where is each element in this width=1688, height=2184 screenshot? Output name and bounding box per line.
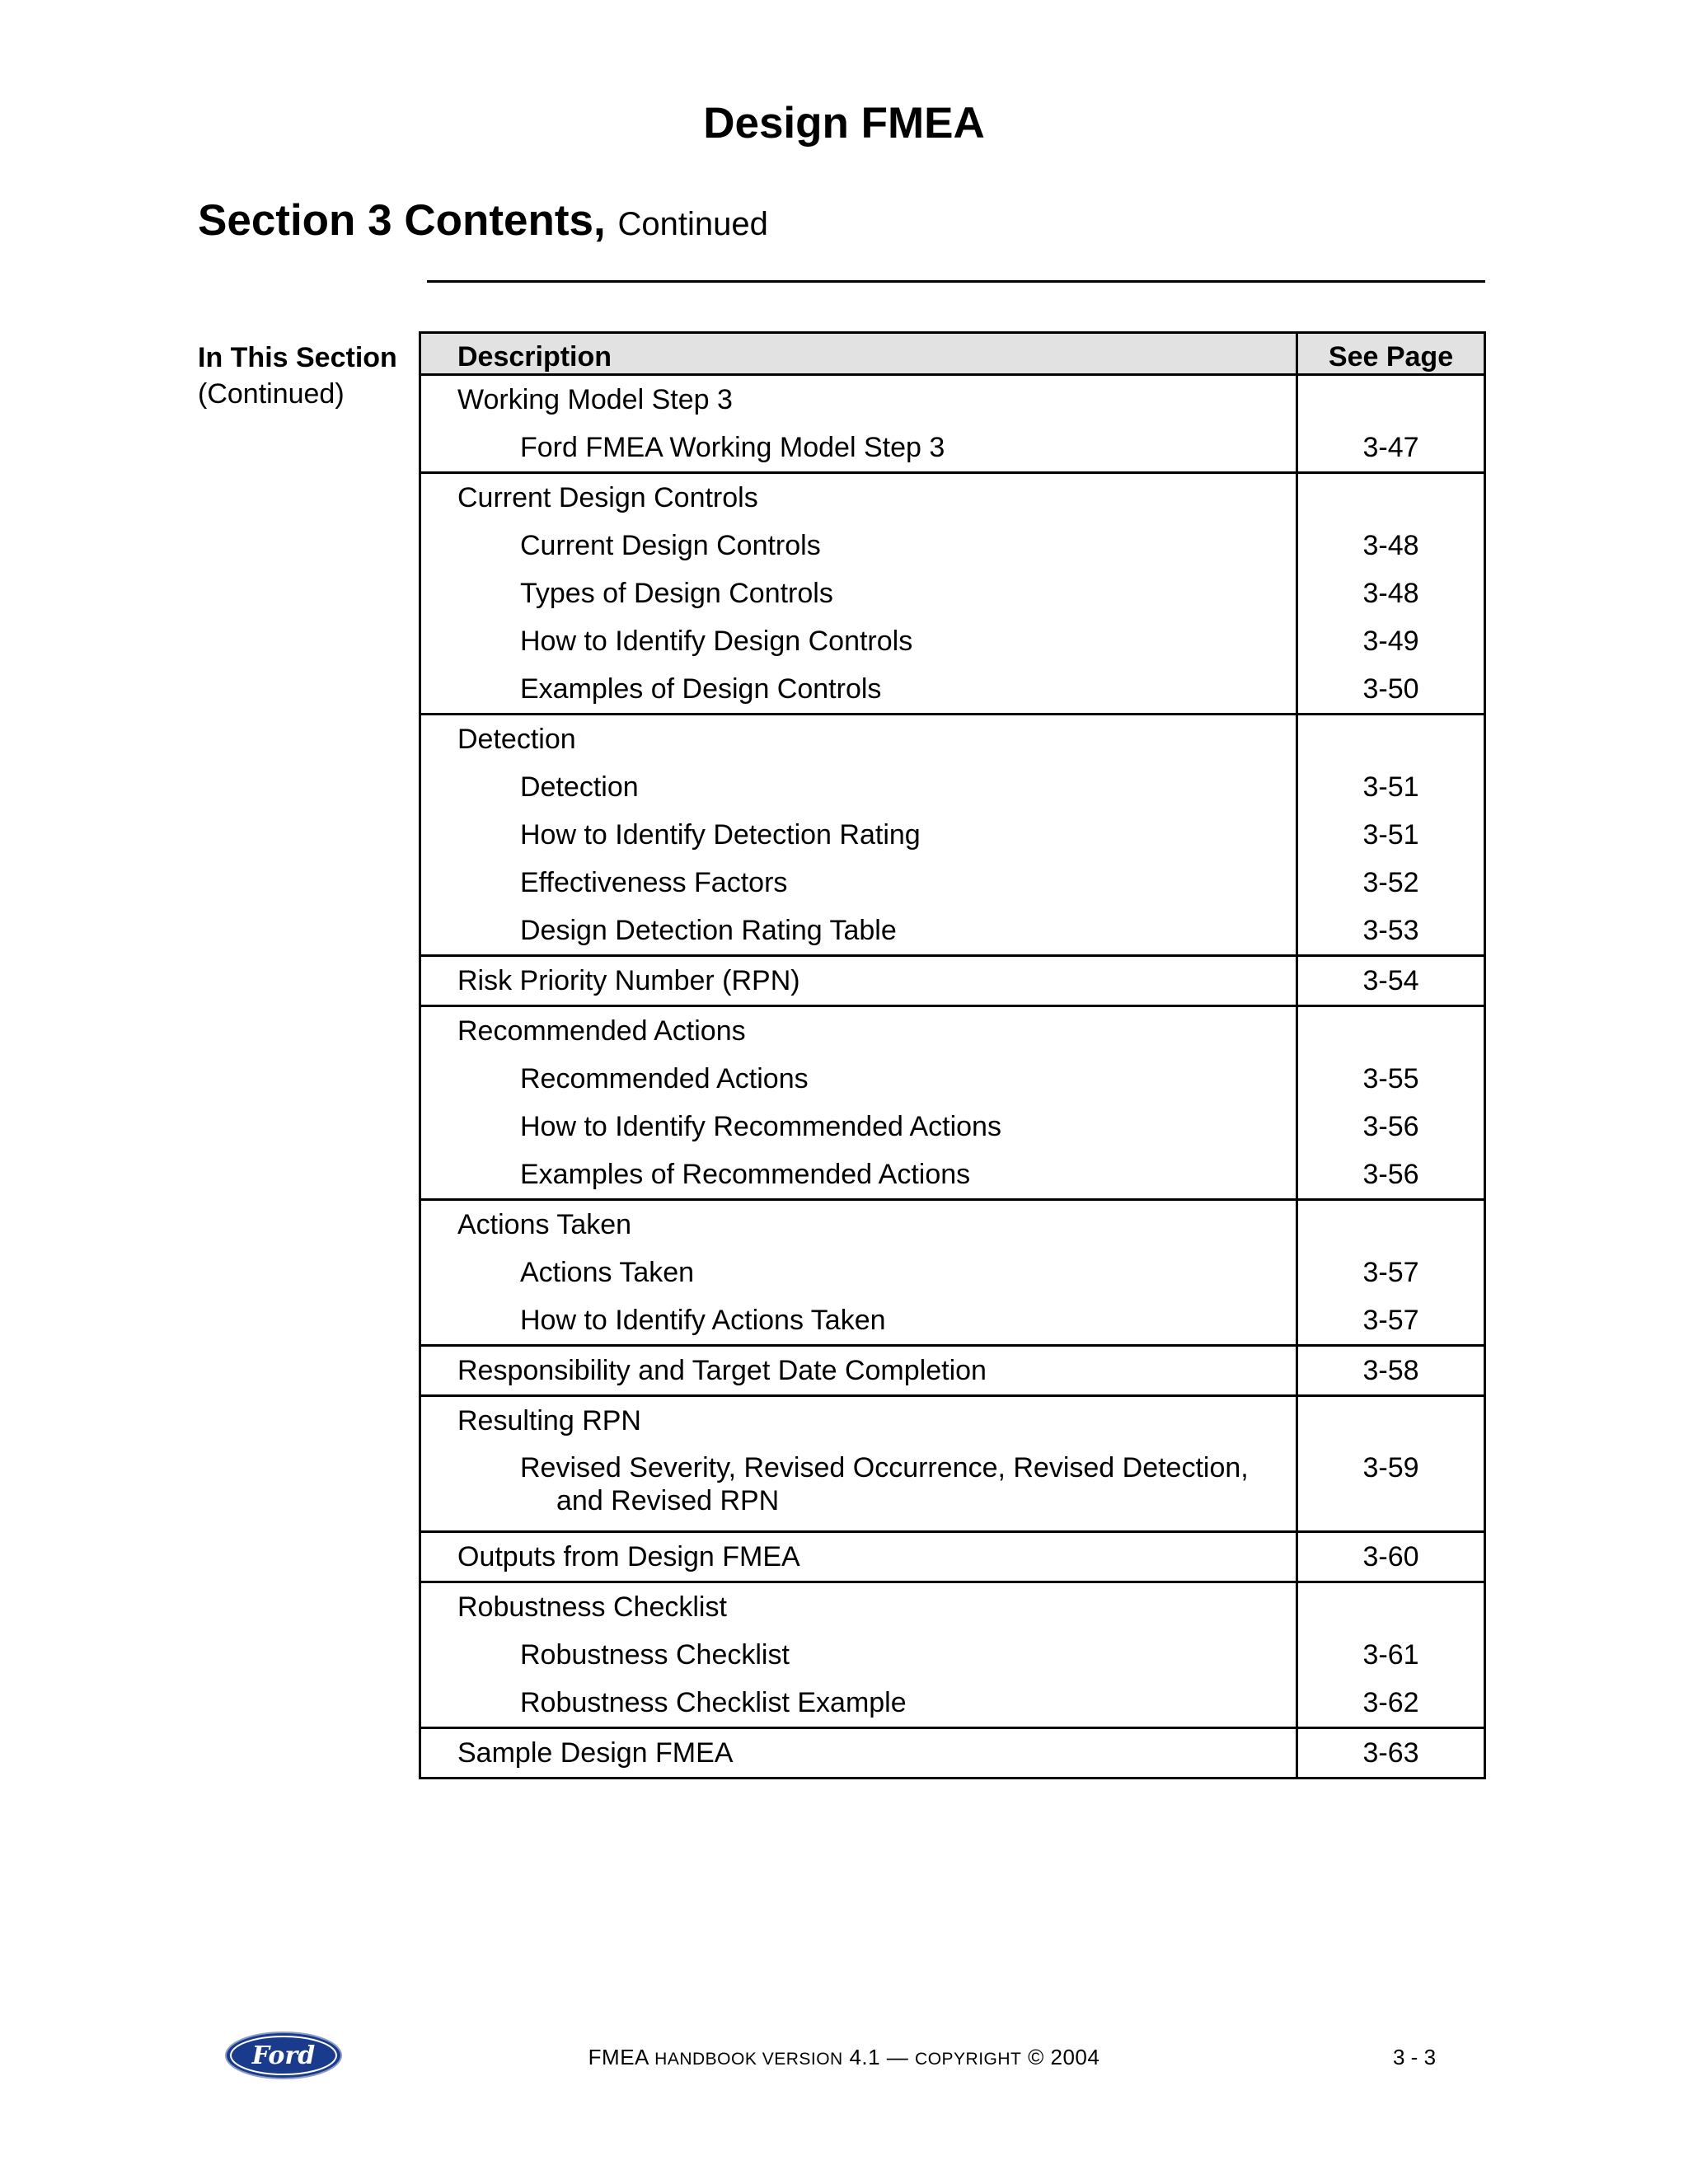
toc-group-title-row — [420, 375, 1485, 424]
toc-group-title: Responsibility and Target Date Completion — [420, 1346, 1297, 1396]
footer-text-copyright: COPYRIGHT — [915, 2050, 1022, 2069]
toc-entry-row — [420, 1055, 1485, 1103]
toc-group-title: Recommended Actions — [420, 1006, 1297, 1056]
toc-page-number — [1297, 1582, 1485, 1632]
toc-group-title-row — [420, 1396, 1485, 1446]
toc-page-number: 3-53 — [1297, 907, 1485, 956]
toc-group-title: Working Model Step 3 — [420, 375, 1297, 424]
toc-entry-label: Ford FMEA Working Model Step 3 — [420, 424, 1297, 473]
footer-text-handbook: HANDBOOK — [654, 2050, 757, 2069]
toc-page-number: 3-55 — [1297, 1055, 1485, 1103]
toc-group-title-row — [420, 956, 1485, 1006]
footer-text-prefix: FMEA — [588, 2045, 655, 2069]
toc-entry-label: Detection — [420, 763, 1297, 811]
toc-entry-label: Recommended Actions — [420, 1055, 1297, 1103]
toc-page-number — [1297, 1396, 1485, 1446]
toc-entry-label: Robustness Checklist Example — [420, 1679, 1297, 1728]
toc-page-number — [1297, 375, 1485, 424]
toc-group — [420, 1728, 1485, 1779]
toc-group — [420, 473, 1485, 715]
toc-page-number: 3-51 — [1297, 811, 1485, 859]
toc-page-number: 3-63 — [1297, 1728, 1485, 1779]
toc-entry-label: How to Identify Design Controls — [420, 617, 1297, 665]
toc-group-title: Current Design Controls — [420, 473, 1297, 523]
toc-page-number: 3-47 — [1297, 424, 1485, 473]
side-label-main: In This Section — [198, 342, 397, 373]
toc-page-number: 3-56 — [1297, 1151, 1485, 1200]
toc-page-number: 3-48 — [1297, 522, 1485, 569]
document-title: Design FMEA — [703, 99, 985, 148]
toc-page-number — [1297, 1006, 1485, 1056]
toc-group — [420, 1582, 1485, 1728]
toc-page-number: 3-61 — [1297, 1631, 1485, 1679]
toc-group-title-row — [420, 1728, 1485, 1779]
toc-group — [420, 1006, 1485, 1200]
toc-page-number: 3-50 — [1297, 665, 1485, 715]
toc-entry-row — [420, 811, 1485, 859]
toc-group-title: Detection — [420, 715, 1297, 764]
footer-text-year: © 2004 — [1021, 2045, 1100, 2069]
toc-group-title: Outputs from Design FMEA — [420, 1532, 1297, 1582]
toc-group-title: Sample Design FMEA — [420, 1728, 1297, 1779]
header-description: Description — [420, 333, 1297, 375]
toc-entry-row — [420, 424, 1485, 473]
footer-text-version-word: VERSION — [757, 2050, 843, 2069]
toc-group-title: Robustness Checklist — [420, 1582, 1297, 1632]
toc-page-number: 3-52 — [1297, 859, 1485, 907]
toc-entry-label-line1: Revised Severity, Revised Occurrence, Revised Detection, — [520, 1452, 1249, 1483]
toc-entry-label — [420, 1445, 1297, 1532]
toc-page-number — [1297, 473, 1485, 523]
toc-page-number: 3-62 — [1297, 1679, 1485, 1728]
toc-page-number: 3-57 — [1297, 1249, 1485, 1296]
toc-page-number: 3-59 — [1297, 1445, 1485, 1532]
toc-entry-label: How to Identify Actions Taken — [420, 1296, 1297, 1346]
toc-entry-label: Current Design Controls — [420, 522, 1297, 569]
toc-entry-label: Examples of Recommended Actions — [420, 1151, 1297, 1200]
toc-page-number: 3-49 — [1297, 617, 1485, 665]
toc-page-number: 3-58 — [1297, 1346, 1485, 1396]
table-header-row — [420, 333, 1485, 375]
toc-page-number: 3-51 — [1297, 763, 1485, 811]
section-heading — [198, 194, 768, 251]
toc-group — [420, 375, 1485, 473]
ford-logo-text: Ford — [251, 2041, 316, 2070]
toc-entry-label: Actions Taken — [420, 1249, 1297, 1296]
toc-page-number: 3-48 — [1297, 569, 1485, 617]
toc-entry-label: How to Identify Recommended Actions — [420, 1103, 1297, 1151]
toc-entry-row — [420, 1679, 1485, 1728]
toc-group — [420, 1346, 1485, 1396]
toc-entry-row — [420, 763, 1485, 811]
toc-entry-row — [420, 1445, 1485, 1532]
toc-entry-label-line2: and Revised RPN — [556, 1485, 780, 1516]
toc-group — [420, 1200, 1485, 1346]
toc-group-title-row — [420, 1582, 1485, 1632]
toc-page-number: 3-56 — [1297, 1103, 1485, 1151]
toc-entry-row — [420, 907, 1485, 956]
footer-page-number: 3 - 3 — [1393, 2045, 1437, 2069]
heading-divider — [427, 280, 1485, 283]
toc-entry-row — [420, 617, 1485, 665]
toc-group — [420, 956, 1485, 1006]
side-label — [198, 340, 397, 412]
toc-entry-label: How to Identify Detection Rating — [420, 811, 1297, 859]
toc-entry-label: Effectiveness Factors — [420, 859, 1297, 907]
toc-entry-row — [420, 1631, 1485, 1679]
toc-entry-label: Types of Design Controls — [420, 569, 1297, 617]
toc-page-number — [1297, 715, 1485, 764]
toc-entry-row — [420, 665, 1485, 715]
toc-group-title-row — [420, 1200, 1485, 1249]
toc-group — [420, 715, 1485, 956]
toc-entry-row — [420, 1151, 1485, 1200]
toc-entry-row — [420, 522, 1485, 569]
toc-entry-row — [420, 1296, 1485, 1346]
toc-entry-row — [420, 859, 1485, 907]
section-heading-suffix: Continued — [617, 206, 768, 242]
header-see-page: See Page — [1297, 333, 1485, 375]
toc-group — [420, 1396, 1485, 1532]
toc-group-title: Actions Taken — [420, 1200, 1297, 1249]
toc-page-number — [1297, 1200, 1485, 1249]
toc-entry-label: Examples of Design Controls — [420, 665, 1297, 715]
toc-entry-row — [420, 1103, 1485, 1151]
toc-group-title-row — [420, 473, 1485, 523]
toc-group-title: Risk Priority Number (RPN) — [420, 956, 1297, 1006]
toc-entry-label: Robustness Checklist — [420, 1631, 1297, 1679]
toc-page-number: 3-57 — [1297, 1296, 1485, 1346]
toc-page-number: 3-60 — [1297, 1532, 1485, 1582]
toc-group-title-row — [420, 1006, 1485, 1056]
contents-table — [419, 331, 1486, 1779]
toc-group-title-row — [420, 715, 1485, 764]
toc-entry-row — [420, 1249, 1485, 1296]
toc-group-title: Resulting RPN — [420, 1396, 1297, 1446]
toc-page-number: 3-54 — [1297, 956, 1485, 1006]
side-label-sub: (Continued) — [198, 378, 345, 410]
toc-group-title-row — [420, 1346, 1485, 1396]
toc-entry-label: Design Detection Rating Table — [420, 907, 1297, 956]
toc-entry-row — [420, 569, 1485, 617]
toc-group — [420, 1532, 1485, 1582]
toc-group-title-row — [420, 1532, 1485, 1582]
section-heading-main: Section 3 Contents, — [198, 196, 606, 245]
footer-text-version: 4.1 — — [842, 2045, 916, 2069]
